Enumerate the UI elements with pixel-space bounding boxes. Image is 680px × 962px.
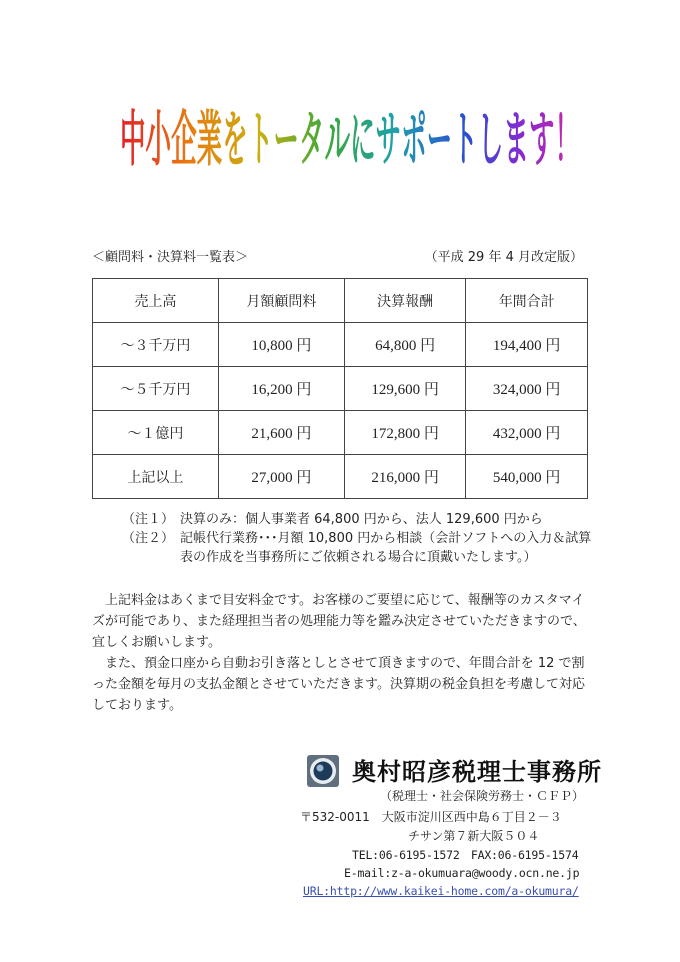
header-monthly-fee: 月額顧問料 [218,279,344,323]
cell-settlement-fee: 172,800 円 [344,411,466,455]
cell-settlement-fee: 216,000 円 [344,455,466,499]
headline-text: 中小企業をトータルにサポートします！ [120,105,580,175]
headline-banner [120,62,590,202]
cell-monthly-fee: 16,200 円 [218,367,344,411]
note-text: 記帳代行業務･･･月額 10,800 円から相談（会計ソフトへの入力＆試算表の作成を当事務所にご依頼される場合に頂戴いたします。） [180,531,592,565]
cell-sales: ～３千万円 [93,323,219,367]
notes-section [122,510,602,567]
cell-monthly-fee: 10,800 円 [218,323,344,367]
note-label: （注１） [122,512,175,527]
email-address[interactable]: E-mail:z-a-okumuara@woody.ocn.ne.jp [344,866,580,880]
body-text [92,590,592,716]
cell-annual-total: 540,000 円 [466,455,588,499]
note-label: （注２） [122,531,175,546]
headline-banner-svg [120,62,590,202]
note-text: 決算のみ：個人事業者 64,800 円から、法人 129,600 円から [180,512,543,527]
company-name: 奥村昭彦税理士事務所 [352,757,602,786]
header-settlement-fee: 決算報酬 [344,279,466,323]
company-qualifications: （税理士・社会保険労務士・ＣＦＰ） [380,789,585,803]
cell-annual-total: 324,000 円 [466,367,588,411]
table-header-row [93,279,588,323]
revision-note: （平成 29 年 4 月改定版） [424,250,583,265]
cell-monthly-fee: 21,600 円 [218,411,344,455]
cell-annual-total: 194,400 円 [466,323,588,367]
cell-monthly-fee: 27,000 円 [218,455,344,499]
cell-settlement-fee: 129,600 円 [344,367,466,411]
website-link[interactable]: URL:http://www.kaikei-home.com/a-okumura/ [303,884,579,898]
cell-sales: 上記以上 [93,455,219,499]
header-annual-total: 年間合計 [466,279,588,323]
table-row [93,455,588,499]
header-sales: 売上高 [93,279,219,323]
cell-annual-total: 432,000 円 [466,411,588,455]
note-2 [122,529,602,567]
paragraph-pricing: 上記料金はあくまで目安料金です。お客様のご要望に応じて、報酬等のカスタマイズが可能であり、また経理担当者の処理能力等を鑑み決定させていただきますので、宜しくお願いします。 [92,593,586,650]
address-line-1 [300,808,562,825]
paragraph-payment: また、預金口座から自動お引き落としとさせて頂きますので、年間合計を 12 で割った金額を毎月の支払金額とさせていただきます。決算期の税金負担を考慮して対応しております。 [92,656,585,713]
table-row [93,411,588,455]
postal-code: 〒532-0011 [300,810,370,824]
company-logo-icon [306,754,340,788]
table-row [93,367,588,411]
fee-table [92,278,588,499]
note-1 [122,510,602,529]
table-row [93,323,588,367]
phone-fax: TEL:06-6195-1572 FAX:06-6195-1574 [352,848,579,862]
cell-settlement-fee: 64,800 円 [344,323,466,367]
address-street: 大阪市淀川区西中島６丁目２－３ [381,810,562,824]
address-building: チサン第７新大阪５０４ [408,829,540,843]
cell-sales: ～１億円 [93,411,219,455]
table-caption: ＜顧問料・決算料一覧表＞ [92,250,249,265]
cell-sales: ～５千万円 [93,367,219,411]
